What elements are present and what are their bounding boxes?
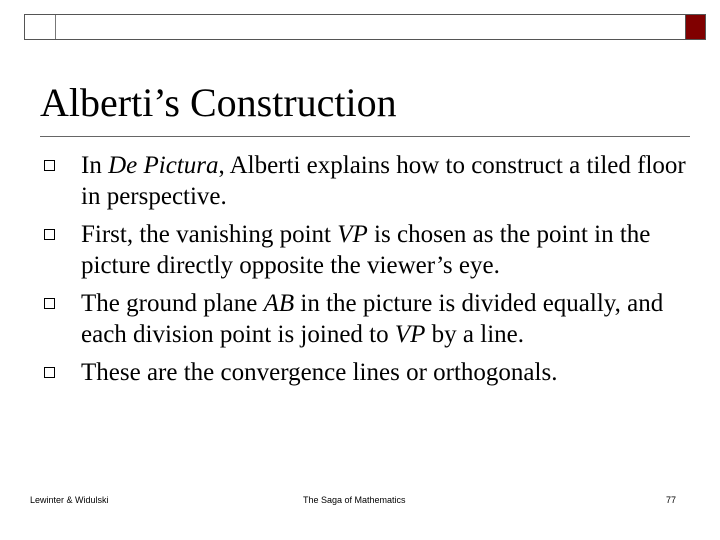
header-cell <box>25 15 55 39</box>
bullet-list <box>40 150 690 395</box>
bullet-text: by a line. <box>425 321 524 348</box>
bullet-text: The ground plane <box>81 290 264 317</box>
bullet-item <box>40 150 690 212</box>
header-cell <box>55 15 685 39</box>
hollow-square-icon <box>44 160 55 171</box>
bullet-item <box>40 357 690 388</box>
footer-book-title: The Saga of Mathematics <box>303 495 406 505</box>
header-decoration-bar <box>24 14 706 40</box>
bullet-text: in the picture is divided equally, and each division point is joined to <box>81 290 664 348</box>
italic-term: De Pictura <box>108 152 219 179</box>
header-accent-block <box>685 15 705 39</box>
bullet-item <box>40 219 690 281</box>
bullet-text: In <box>81 152 109 179</box>
italic-term: VP <box>394 321 426 348</box>
hollow-square-icon <box>44 229 55 240</box>
footer-page-number: 77 <box>666 495 677 505</box>
title-divider <box>40 136 690 137</box>
bullet-text: These are the convergence lines or orthogonals. <box>81 359 558 386</box>
italic-term: AB <box>263 290 295 317</box>
footer-authors: Lewinter & Widulski <box>30 495 109 505</box>
hollow-square-icon <box>44 298 55 309</box>
bullet-text: , Alberti explains how to construct a tiled floor in perspective. <box>81 152 686 210</box>
bullet-text: First, the vanishing point <box>81 221 338 248</box>
bullet-item <box>40 288 690 350</box>
bullet-text: is chosen as the point in the picture directly opposite the viewer’s eye. <box>81 221 651 279</box>
italic-term: VP <box>337 221 368 248</box>
hollow-square-icon <box>44 367 55 378</box>
slide-title: Alberti’s Construction <box>40 80 397 125</box>
